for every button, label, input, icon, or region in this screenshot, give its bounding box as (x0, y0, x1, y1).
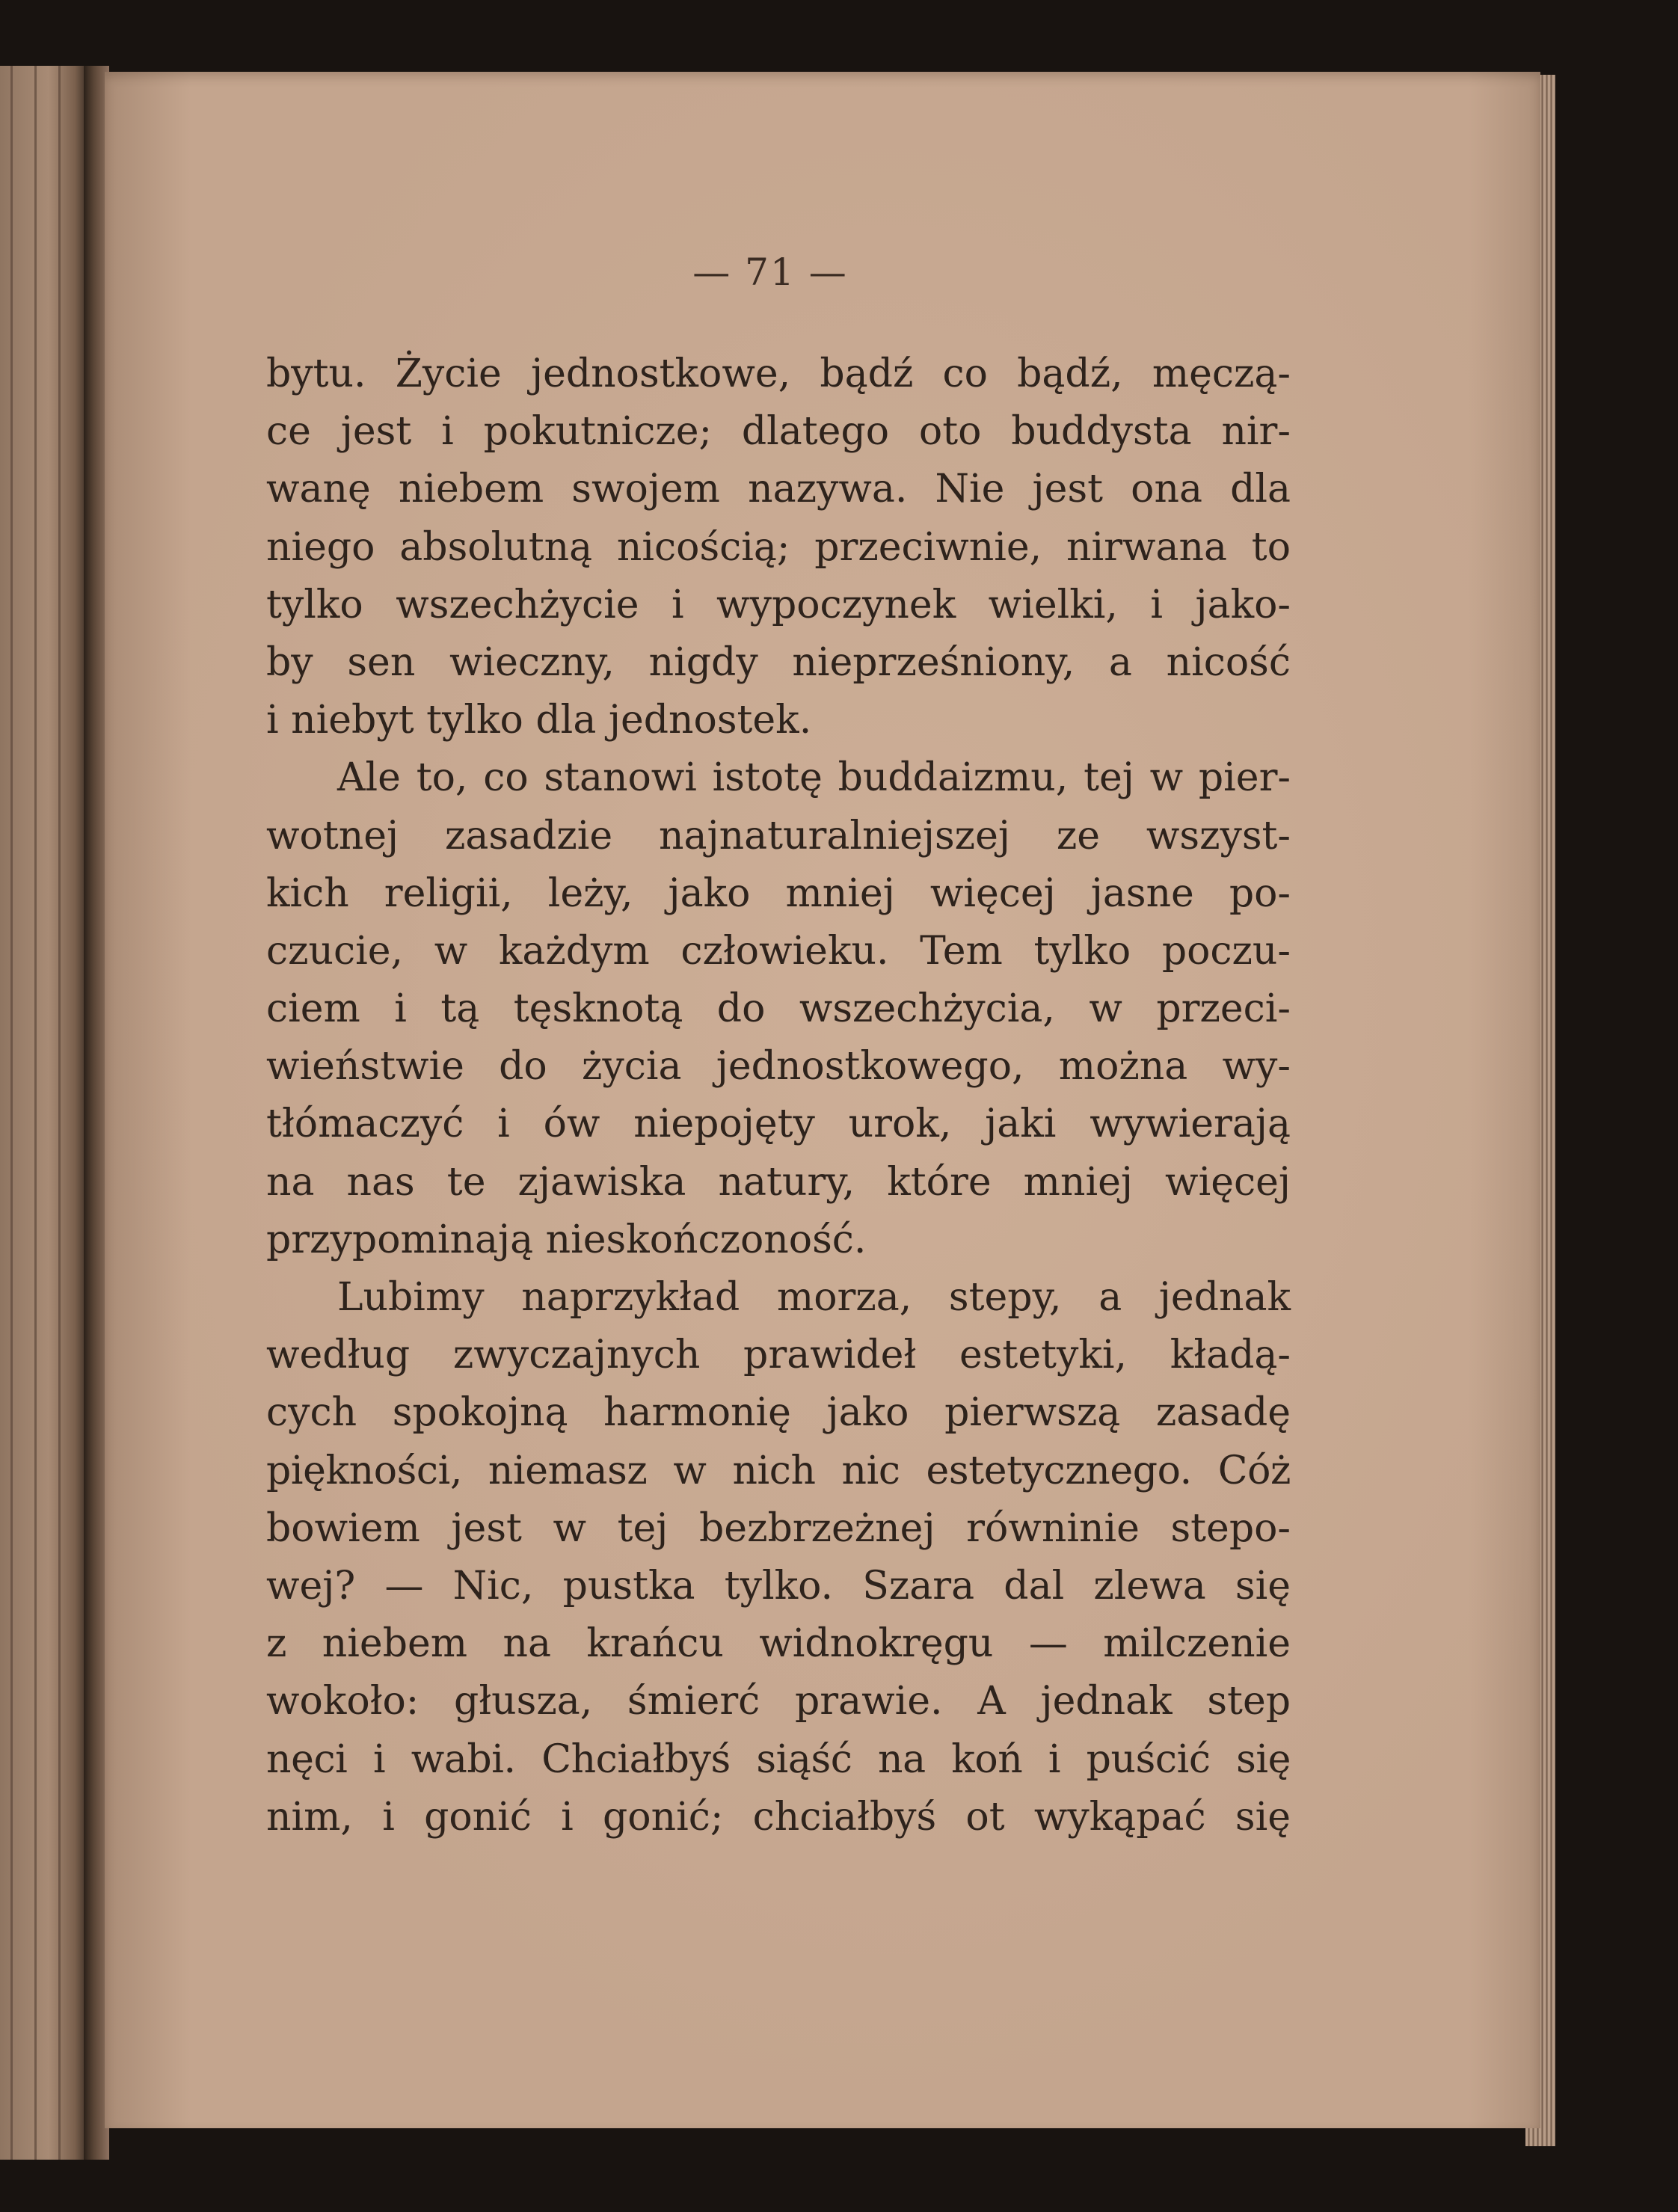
text-line: tylko wszechżycie i wypoczynek wielki, i jako- (266, 582, 1291, 627)
text-line: z niebem na krańcu widnokręgu — milczenie (266, 1621, 1291, 1667)
previous-page-edge (0, 66, 88, 2160)
text-line: wej? — Nic, pustka tylko. Szara dal zlewa się (266, 1563, 1291, 1609)
body-text (266, 345, 1291, 1846)
text-line: wanę niebem swojem nazywa. Nie jest ona dla (266, 467, 1291, 512)
text-line: ciem i tą tęsknotą do wszechżycia, w przeci- (266, 986, 1291, 1032)
text-line: piękności, niemasz w nich nic estetycznego. Cóż (266, 1448, 1291, 1493)
paragraph-first-line: Lubimy naprzykład morza, stepy, a jednak (337, 1275, 1291, 1320)
text-line: przypominają nieskończoność. (266, 1217, 867, 1262)
text-line: i niebyt tylko dla jednostek. (266, 698, 812, 743)
text-line: cych spokojną harmonię jako pierwszą zasadę (266, 1390, 1291, 1436)
paragraph-first-line: Ale to, co stanowi istotę buddaizmu, tej w pier- (337, 755, 1291, 801)
text-line: na nas te zjawiska natury, które mniej więcej (266, 1159, 1291, 1205)
text-line: bytu. Życie jednostkowe, bądź co bądź, męczą- (266, 351, 1291, 396)
text-line: według zwyczajnych prawideł estetyki, kładą- (266, 1333, 1291, 1378)
text-line: czucie, w każdym człowieku. Tem tylko poczu- (266, 928, 1291, 974)
text-line: bowiem jest w tej bezbrzeżnej równinie stepo- (266, 1505, 1291, 1551)
text-line: wotnej zasadzie najnaturalniejszej ze wszyst- (266, 813, 1291, 858)
text-line: niego absolutną nicością; przeciwnie, nirwana to (266, 524, 1291, 570)
text-line: tłómaczyć i ów niepojęty urok, jaki wywierają (266, 1102, 1291, 1147)
page-number: — 71 — (692, 251, 848, 294)
text-line: nim, i gonić i gonić; chciałbyś ot wykąpać się (266, 1794, 1291, 1840)
text-line: wokoło: głusza, śmierć prawie. A jednak step (266, 1679, 1291, 1724)
text-line: by sen wieczny, nigdy nieprześniony, a nicość (266, 639, 1291, 685)
text-line: kich religii, leży, jako mniej więcej jasne po- (266, 870, 1291, 916)
text-line: wieństwie do życia jednostkowego, można wy- (266, 1044, 1291, 1090)
text-line: ce jest i pokutnicze; dlatego oto buddysta nir- (266, 409, 1291, 455)
text-line: nęci i wabi. Chciałbyś siąść na koń i puścić się (266, 1736, 1291, 1782)
